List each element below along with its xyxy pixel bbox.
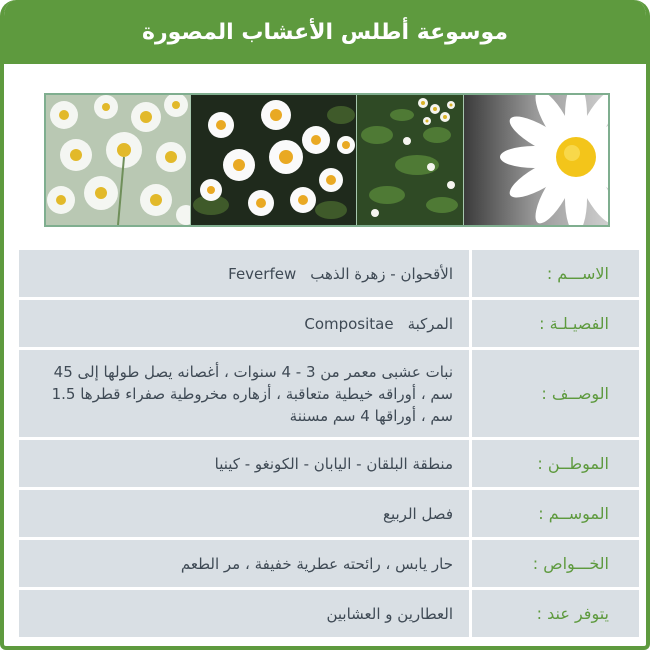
page-title: موسوعة أطلس الأعشاب المصورة [142, 19, 508, 45]
habitat-value: منطقة البلقان - اليابان - الكونغو - كينيا [19, 440, 469, 487]
row-availability [19, 590, 639, 637]
daisy-closeup-photo [464, 95, 608, 225]
header-bar [0, 0, 650, 64]
name-arabic: الأقحوان - زهرة الذهب [310, 264, 453, 283]
season-label: الموســم : [469, 490, 639, 537]
family-arabic: المركبة [407, 314, 453, 333]
feverfew-cluster-photo [191, 95, 357, 225]
properties-value: حار يابس ، رائحته عطرية خفيفة ، مر الطعم [19, 540, 469, 587]
family-latin: Compositae [304, 314, 394, 333]
name-value [19, 250, 469, 297]
photo-strip [44, 93, 610, 227]
daisy-field-photo [46, 95, 191, 225]
name-label: الاســـم : [469, 250, 639, 297]
properties-label: الخـــواص : [469, 540, 639, 587]
family-value [19, 300, 469, 347]
row-family [19, 300, 639, 350]
description-label: الوصــف : [469, 350, 639, 437]
availability-label: يتوفر عند : [469, 590, 639, 637]
row-description [19, 350, 639, 440]
row-properties [19, 540, 639, 590]
habitat-label: الموطــن : [469, 440, 639, 487]
name-latin: Feverfew [228, 264, 297, 283]
description-value: نبات عشبى معمر من 3 - 4 سنوات ، أغصانه يصل طولها إلى 45 سم ، أوراقه خيطية متعاقبة ، أزهاره مخروطية صفراء قطرها 1.5 سم ، أوراقها 4 سم مسننة [19, 350, 469, 437]
family-label: الفصيـلـة : [469, 300, 639, 347]
row-season [19, 490, 639, 540]
row-name [19, 250, 639, 300]
season-value: فصل الربيع [19, 490, 469, 537]
availability-value: العطارين و العشابين [19, 590, 469, 637]
feverfew-plant-photo [357, 95, 463, 225]
row-habitat [19, 440, 639, 490]
info-table [19, 250, 639, 637]
